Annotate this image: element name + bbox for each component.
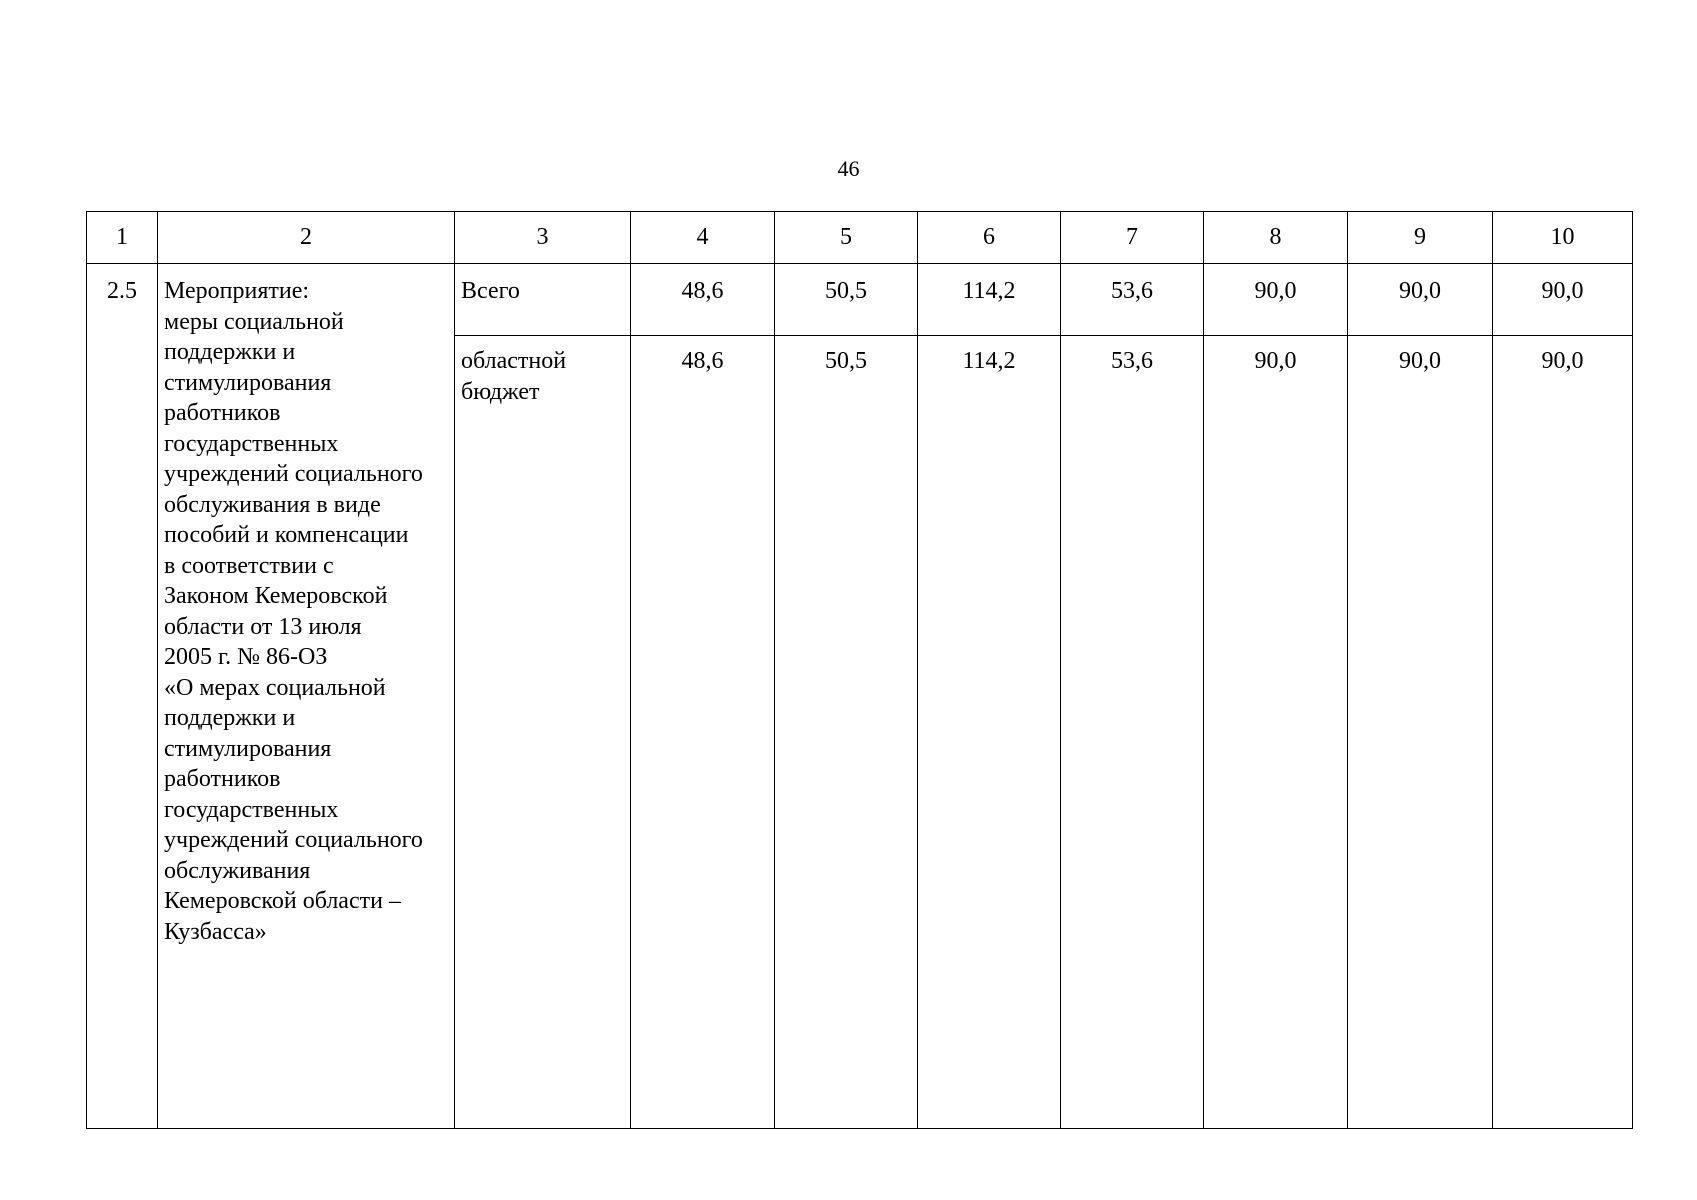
header-cell-10: 10 bbox=[1493, 212, 1633, 264]
description-line: Кузбасса» bbox=[164, 918, 267, 945]
header-cell-3: 3 bbox=[455, 212, 631, 264]
value-cell: 90,0 bbox=[1204, 264, 1348, 336]
description-line: пособий и компенсации bbox=[164, 522, 409, 548]
program-table bbox=[86, 211, 1633, 1129]
description-line: стимулирования bbox=[164, 735, 332, 762]
description-line: «О мерах социальной bbox=[164, 674, 386, 701]
value-cell: 48,6 bbox=[631, 336, 775, 1129]
header-row bbox=[87, 212, 1633, 264]
value-cell: 48,6 bbox=[631, 264, 775, 336]
description-line: Мероприятие: bbox=[164, 278, 310, 304]
header-cell-6: 6 bbox=[918, 212, 1061, 264]
description-line: учреждений социального bbox=[164, 827, 423, 853]
value-cell: 50,5 bbox=[775, 264, 918, 336]
value-cell: 90,0 bbox=[1493, 264, 1633, 336]
header-cell-2: 2 bbox=[158, 212, 455, 264]
description-line: обслуживания bbox=[164, 857, 311, 884]
header-cell-8: 8 bbox=[1204, 212, 1348, 264]
description-line: меры социальной bbox=[164, 308, 344, 335]
description-line: обслуживания в виде bbox=[164, 491, 381, 518]
description-line: поддержки и bbox=[164, 339, 296, 365]
description-line: в соответствии с bbox=[164, 552, 334, 579]
value-cell: 53,6 bbox=[1061, 264, 1204, 336]
description-line: области от 13 июля bbox=[164, 613, 362, 640]
description-line: поддержки и bbox=[164, 705, 296, 731]
funding-source-label: областной bbox=[461, 348, 567, 374]
funding-source-total bbox=[455, 264, 631, 336]
value-cell: 90,0 bbox=[1348, 336, 1493, 1129]
table-row-total bbox=[87, 264, 1633, 336]
description-line: государственных bbox=[164, 796, 339, 823]
funding-source-regional bbox=[455, 336, 631, 1129]
value-cell: 114,2 bbox=[918, 264, 1061, 336]
header-cell-9: 9 bbox=[1348, 212, 1493, 264]
description-line: работников bbox=[164, 766, 281, 792]
value-cell: 114,2 bbox=[918, 336, 1061, 1129]
value-cell: 90,0 bbox=[1204, 336, 1348, 1129]
description-line: Кемеровской области – bbox=[164, 888, 401, 914]
value-cell: 50,5 bbox=[775, 336, 918, 1129]
header-cell-4: 4 bbox=[631, 212, 775, 264]
description-line: учреждений социального bbox=[164, 461, 423, 487]
description-line: государственных bbox=[164, 430, 339, 457]
row-number: 2.5 bbox=[87, 264, 158, 1129]
measure-description bbox=[158, 264, 455, 1129]
funding-source-label: бюджет bbox=[461, 378, 540, 405]
description-line: Законом Кемеровской bbox=[164, 583, 388, 609]
header-cell-5: 5 bbox=[775, 212, 918, 264]
header-cell-7: 7 bbox=[1061, 212, 1204, 264]
description-line: 2005 г. № 86-ОЗ bbox=[164, 644, 328, 670]
page-number: 46 bbox=[837, 156, 860, 181]
description-line: работников bbox=[164, 400, 281, 426]
value-cell: 53,6 bbox=[1061, 336, 1204, 1129]
funding-source-label: Всего bbox=[461, 278, 520, 304]
value-cell: 90,0 bbox=[1348, 264, 1493, 336]
description-line: стимулирования bbox=[164, 369, 332, 396]
value-cell: 90,0 bbox=[1493, 336, 1633, 1129]
header-cell-1: 1 bbox=[87, 212, 158, 264]
